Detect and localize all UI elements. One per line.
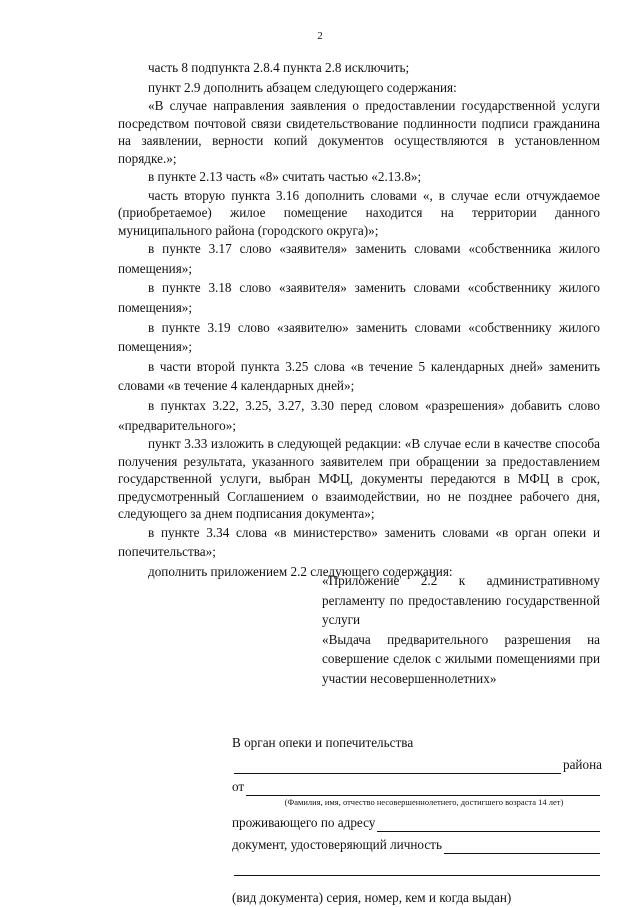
address-field[interactable]: [377, 817, 600, 832]
id-field[interactable]: [444, 839, 600, 854]
paragraph: в пункте 3.17 слово «заявителя» заменить словами «собственника жилого помещения»;: [118, 241, 600, 276]
application-form: [232, 730, 602, 907]
address-label: проживающего по адресу: [232, 815, 376, 830]
paragraph: часть 8 подпункта 2.8.4 пункта 2.8 исключить;: [148, 60, 410, 75]
paragraph: в пункте 3.19 слово «заявителю» заменить словами «собственнику жилого помещения»;: [118, 319, 600, 355]
amendments-text: [118, 58, 600, 582]
appendix-line: «Выдача предварительного разрешения на совершение сделок с жилыми помещениями при участии несовершеннолетних»: [322, 631, 600, 686]
district-field[interactable]: [234, 759, 561, 774]
appendix-header: [322, 571, 600, 689]
page-number: 2: [317, 30, 323, 42]
from-field[interactable]: [246, 781, 600, 796]
paragraph: в пунктах 3.22, 3.25, 3.27, 3.30 перед словом «разрешения» добавить слово «предварительного»;: [118, 398, 600, 433]
paragraph: часть вторую пункта 3.16 дополнить словами «, в случае если отчуждаемое (приобретаемое) жилое помещение находится на территории данного муниципального района (городского округа)»;: [118, 187, 600, 238]
id-hint: (вид документа) серия, номер, кем и когда выдан): [232, 890, 512, 905]
paragraph: в пункте 3.18 слово «заявителя» заменить словами «собственнику жилого помещения»;: [118, 280, 600, 316]
paragraph: в пункте 2.13 часть «8» считать частью «2.13.8»;: [148, 169, 422, 185]
id-label: документ, удостоверяющий личность: [232, 837, 442, 852]
id-extra-field[interactable]: [234, 861, 600, 876]
from-row: [232, 774, 602, 796]
district-suffix: района: [562, 757, 602, 772]
address-row: [232, 810, 602, 832]
addressee-label: В орган опеки и попечительства: [232, 735, 414, 750]
district-row: [232, 752, 602, 774]
paragraph: дополнить приложением 2.2 следующего содержания:: [148, 563, 453, 579]
addressee-row: [232, 730, 602, 752]
id-extra-row: [232, 854, 602, 876]
paragraph: пункт 3.33 изложить в следующей редакции: «В случае если в качестве способа получения результата, указанного заявителем при обращении за предоставлением государственной услуги, выбран МФЦ, документы передаются в МФЦ в срок, предусмотренный Соглашением о взаимодействии, но не позднее рабочего дня, следующего за днем подписания документа»;: [118, 436, 600, 522]
from-label: от: [232, 779, 245, 794]
paragraph: в пункте 3.34 слова «в министерство» заменить словами «в орган опеки и попечительства»;: [118, 524, 600, 560]
from-hint: (Фамилия, имя, отчество несовершеннолетнего, достигшего возраста 14 лет): [284, 797, 564, 807]
id-row: [232, 832, 602, 854]
appendix-line: «Приложение 2.2 к административному регламенту по предоставлению государственной услуги: [322, 573, 600, 628]
paragraph: пункт 2.9 дополнить абзацем следующего содержания:: [148, 79, 457, 95]
paragraph: в части второй пункта 3.25 слова «в течение 5 календарных дней» заменить словами «в течение 4 календарных дней»;: [118, 358, 600, 394]
paragraph: «В случае направления заявления о предоставлении государственной услуги посредством почтовой связи свидетельствование подлинности подписи гражданина на заявлении, верности копий документов осуществляются в установленном порядке.»;: [118, 98, 600, 166]
